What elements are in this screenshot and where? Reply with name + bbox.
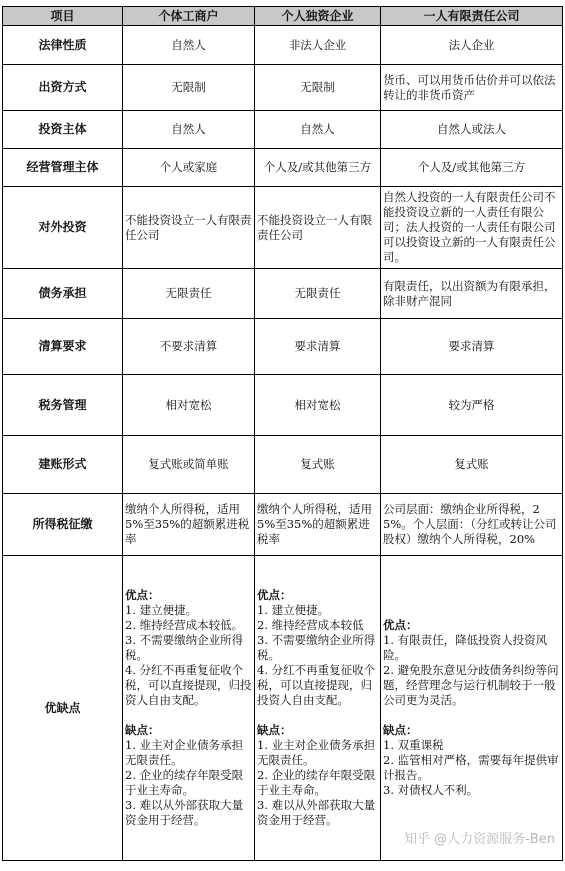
table-cell: 要求清算 <box>255 319 381 375</box>
row-label: 税务管理 <box>3 375 123 436</box>
list-item: 2. 维持经营成本较低。 <box>125 618 244 632</box>
pros-heading: 优点： <box>125 588 160 602</box>
header-cell-individual-business: 个体工商户 <box>123 7 255 26</box>
table-cell: 要求清算 <box>381 319 563 375</box>
row-label: 建账形式 <box>3 436 123 494</box>
table-cell: 缴纳个人所得税，适用5%至35%的超额累进税率 <box>255 494 381 556</box>
list-item: 1. 业主对企业债务承担无限责任。 <box>257 738 376 767</box>
list-item: 1. 建立便捷。 <box>257 603 330 617</box>
list-item: 3. 不需要缴纳企业所得税。 <box>257 633 376 662</box>
table-row <box>3 375 563 436</box>
row-label: 投资主体 <box>3 111 123 149</box>
table-row <box>3 494 563 556</box>
header-cell-one-person-llc: 一人有限责任公司 <box>381 7 563 26</box>
list-item: 2. 维持经营成本较低 <box>257 618 364 632</box>
table-cell: 自然人 <box>123 111 255 149</box>
cons-heading: 缺点： <box>383 723 418 737</box>
table-cell: 个人及/或其他第三方 <box>381 149 563 187</box>
header-cell-item: 项目 <box>3 7 123 26</box>
table-row <box>3 269 563 319</box>
list-item: 1. 双重课税 <box>383 738 444 752</box>
row-label: 对外投资 <box>3 187 123 269</box>
table-row <box>3 187 563 269</box>
pros-heading: 优点： <box>383 618 418 632</box>
table-cell: 公司层面：缴纳企业所得税，25%。个人层面：（分红或转让公司股权）缴纳个人所得税，20% <box>381 494 563 556</box>
table-cell: 个人或家庭 <box>123 149 255 187</box>
table-cell: 法人企业 <box>381 26 563 65</box>
table-row <box>3 319 563 375</box>
header-cell-sole-proprietorship: 个人独资企业 <box>255 7 381 26</box>
list-item: 1. 有限责任，降低投资人投资风险。 <box>383 633 548 662</box>
table-cell: 自然人或法人 <box>381 111 563 149</box>
table-cell: 无限制 <box>123 65 255 111</box>
pros-cons-cell <box>255 556 381 861</box>
table-cell: 有限责任，以出资额为有限承担，除非财产混同 <box>381 269 563 319</box>
table-row <box>3 65 563 111</box>
header-row <box>3 7 563 26</box>
pros-cons-row <box>3 556 563 861</box>
list-item: 4. 分红不再重复征收个税，可以直接提现，归投资人自由支配。 <box>257 663 376 707</box>
list-item: 3. 难以从外部获取大量资金用于经营。 <box>125 798 244 827</box>
pros-cons-cell <box>123 556 255 861</box>
table-cell: 货币、可以用货币估价并可以依法转让的非货币资产 <box>381 65 563 111</box>
table-cell: 不要求清算 <box>123 319 255 375</box>
list-item: 1. 建立便捷。 <box>125 603 198 617</box>
comparison-table <box>2 6 563 861</box>
row-label: 所得税征缴 <box>3 494 123 556</box>
table-cell: 复式账 <box>381 436 563 494</box>
watermark-text: 知乎 @人力资源服务-Ben <box>404 832 555 847</box>
row-label: 优缺点 <box>3 556 123 861</box>
row-label: 债务承担 <box>3 269 123 319</box>
table-cell: 复式账 <box>255 436 381 494</box>
table-cell: 较为严格 <box>381 375 563 436</box>
row-label: 出资方式 <box>3 65 123 111</box>
table-cell: 非法人企业 <box>255 26 381 65</box>
list-item: 2. 企业的续存年限受限于业主寿命。 <box>257 768 376 797</box>
table-cell: 无限制 <box>255 65 381 111</box>
table-cell: 不能投资设立一人有限责任公司 <box>123 187 255 269</box>
table-row <box>3 111 563 149</box>
list-item: 2. 避免股东意见分歧债务纠纷等问题，经营理念与运行机制较于一般公司更为灵活。 <box>383 663 559 707</box>
table-cell: 自然人投资的一人有限责任公司不能投资设立新的一人责任有限公司；法人投资的一人责任有限公司可以投资设立新的一人有限责任公司。 <box>381 187 563 269</box>
table-cell: 个人及/或其他第三方 <box>255 149 381 187</box>
table-cell: 无限责任 <box>255 269 381 319</box>
cons-heading: 缺点： <box>257 723 292 737</box>
table-cell: 复式账或简单账 <box>123 436 255 494</box>
list-item: 2. 监管相对严格，需要每年提供审计报告。 <box>383 753 559 782</box>
list-item: 3. 难以从外部获取大量资金用于经营。 <box>257 798 376 827</box>
table-row <box>3 26 563 65</box>
table-cell: 相对宽松 <box>255 375 381 436</box>
table-row <box>3 149 563 187</box>
table-row <box>3 436 563 494</box>
list-item: 4. 分红不再重复征收个税，可以直接提现，归投资人自由支配。 <box>125 663 252 707</box>
table-cell: 不能投资设立一人有限责任公司 <box>255 187 381 269</box>
table-cell: 缴纳个人所得税，适用5%至35%的超额累进税率 <box>123 494 255 556</box>
row-label: 清算要求 <box>3 319 123 375</box>
row-label: 经营管理主体 <box>3 149 123 187</box>
list-item: 3. 对债权人不利。 <box>383 783 479 797</box>
cons-heading: 缺点： <box>125 723 160 737</box>
table-cell: 无限责任 <box>123 269 255 319</box>
pros-cons-cell <box>381 556 563 861</box>
row-label: 法律性质 <box>3 26 123 65</box>
list-item: 3. 不需要缴纳企业所得税。 <box>125 633 244 662</box>
table-cell: 自然人 <box>123 26 255 65</box>
list-item: 1. 业主对企业债务承担无限责任。 <box>125 738 244 767</box>
list-item: 2. 企业的续存年限受限于业主寿命。 <box>125 768 244 797</box>
pros-heading: 优点： <box>257 588 292 602</box>
table-cell: 相对宽松 <box>123 375 255 436</box>
table-cell: 自然人 <box>255 111 381 149</box>
